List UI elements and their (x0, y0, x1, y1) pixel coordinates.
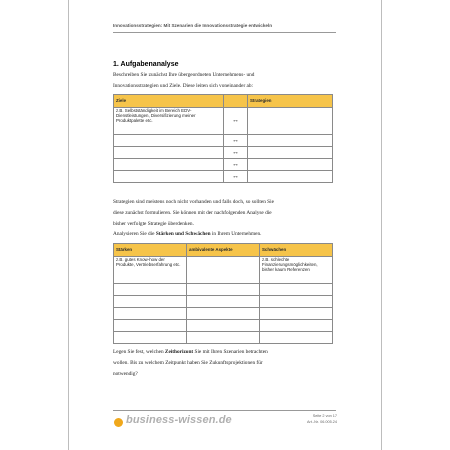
strategy-cell[interactable] (248, 147, 333, 159)
paragraph-line: diese zunächst formulieren. Sie können mit der nachfolgenden Analyse die (113, 210, 272, 216)
analysis-instruction (113, 229, 338, 240)
weakness-cell[interactable] (260, 320, 333, 332)
header-ambivalent: ambivalente Aspekte (187, 244, 260, 257)
ambivalent-cell[interactable] (187, 257, 260, 284)
paragraph-line: Strategien sind meistens noch nicht vorhanden und falls doch, so sollten Sie (113, 199, 274, 205)
time-horizon-paragraph (113, 347, 338, 380)
instruction-text: Analysieren Sie die (113, 231, 156, 237)
weakness-cell[interactable] (260, 332, 333, 344)
strength-cell[interactable] (114, 320, 187, 332)
intro-line: Beschreiben Sie zunächst Ihre übergeordneten Unternehmens- und (113, 72, 255, 78)
ambivalent-cell[interactable] (187, 296, 260, 308)
strategy-cell[interactable] (248, 171, 333, 183)
section-title: 1. Aufgabenanalyse (113, 61, 179, 68)
document-page (68, 0, 382, 450)
strategy-paragraph (113, 197, 338, 230)
goal-cell[interactable] (114, 135, 224, 147)
goals-strategies-table (113, 94, 333, 183)
table-row (114, 332, 333, 344)
goal-cell[interactable] (114, 147, 224, 159)
header-blank (224, 95, 248, 108)
ambivalent-cell[interactable] (187, 320, 260, 332)
paragraph-line: bisher verfolgte Strategie überdenken. (113, 221, 194, 227)
goal-cell[interactable] (114, 171, 224, 183)
paragraph-line: wollen. Bis zu welchem Zeitpunkt haben Sie Zukunftsprojektionen für (113, 360, 263, 366)
weakness-cell[interactable] (260, 308, 333, 320)
article-number: Art.-Nr. 06.005.24 (307, 419, 337, 424)
instruction-emphasis: Stärken und Schwächen (155, 231, 211, 237)
page-number: Seite 2 von 17 (312, 414, 337, 418)
table-row (114, 308, 333, 320)
footer-logo: business-wissen.de (126, 414, 232, 426)
strength-cell[interactable] (114, 296, 187, 308)
header-strategies: Strategien (248, 95, 333, 108)
footer-divider (113, 410, 336, 411)
table-row (114, 320, 333, 332)
instruction-text: in Ihrem Unternehmen. (210, 231, 262, 237)
table-row (114, 108, 333, 135)
weakness-cell[interactable] (260, 296, 333, 308)
page-header: Innovationsstrategien: Mit Szenarien die Innovationsstrategie entwickeln (113, 23, 273, 28)
swot-table (113, 243, 333, 344)
bidirectional-arrow-icon: ↔ (224, 108, 248, 135)
paragraph-text: Sie mit Ihren Szenarien betrachten (193, 349, 268, 355)
bidirectional-arrow-icon: ↔ (224, 147, 248, 159)
intro-paragraph (113, 70, 338, 92)
table-row (114, 171, 333, 183)
header-strengths: Stärken (114, 244, 187, 257)
strategy-cell[interactable] (248, 135, 333, 147)
paragraph-text: Legen Sie fest, welchen (113, 349, 165, 355)
bidirectional-arrow-icon: ↔ (224, 135, 248, 147)
goal-cell[interactable]: z.B. Selbstständigkeit im Bereich EDV-Dienstleistungen, Diversifizierung meiner Produktpalette etc. (114, 108, 224, 135)
table-row (114, 159, 333, 171)
weakness-cell[interactable] (260, 284, 333, 296)
strength-cell[interactable] (114, 308, 187, 320)
bidirectional-arrow-icon: ↔ (224, 159, 248, 171)
paragraph-emphasis: Zeithorizont (164, 349, 194, 355)
paragraph-line: notwendig? (113, 371, 138, 377)
strength-cell[interactable] (114, 284, 187, 296)
table-row (114, 284, 333, 296)
intro-line: Innovationsstrategien und Ziele. Diese leiten sich voneinander ab: (113, 83, 254, 89)
strategy-cell[interactable] (248, 159, 333, 171)
table-header-row (114, 95, 333, 108)
table-row (114, 135, 333, 147)
header-weaknesses: Schwächen (260, 244, 333, 257)
table-header-row (114, 244, 333, 257)
weakness-cell[interactable]: z.B. schlechte Finanzierungsmöglichkeiten, bisher kaum Referenzen (260, 257, 333, 284)
table-row (114, 257, 333, 284)
header-divider (113, 32, 336, 33)
table-row (114, 147, 333, 159)
logo-dot-icon (114, 418, 123, 427)
ambivalent-cell[interactable] (187, 308, 260, 320)
strategy-cell[interactable] (248, 108, 333, 135)
header-goals: Ziele (114, 95, 224, 108)
goal-cell[interactable] (114, 159, 224, 171)
strength-cell[interactable] (114, 332, 187, 344)
strength-cell[interactable]: z.B. gutes Know-how der Produkte, Vertriebserfahrung etc. (114, 257, 187, 284)
bidirectional-arrow-icon: ↔ (224, 171, 248, 183)
ambivalent-cell[interactable] (187, 332, 260, 344)
footer-meta (307, 414, 337, 425)
ambivalent-cell[interactable] (187, 284, 260, 296)
table-row (114, 296, 333, 308)
